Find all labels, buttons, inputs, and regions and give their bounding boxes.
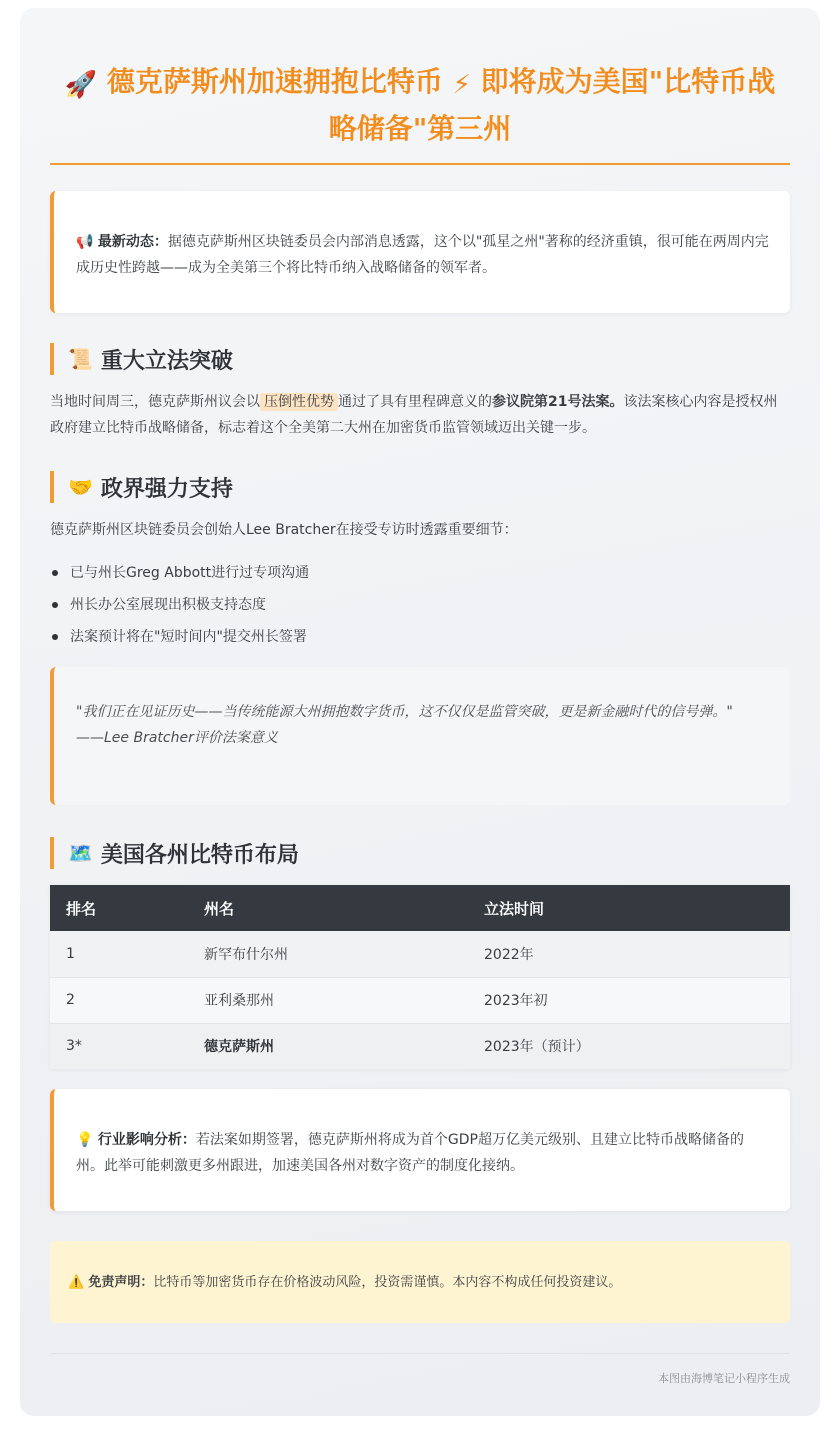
rocket-icon: 🚀 — [64, 70, 98, 100]
table-row — [50, 1023, 790, 1069]
section-heading-support — [50, 471, 790, 503]
scroll-icon: 📜 — [68, 347, 93, 371]
lightning-icon: ⚡ — [452, 70, 471, 100]
footer-text: 本图由海博笔记小程序生成 — [658, 1372, 790, 1385]
section-heading-legislation — [50, 343, 790, 375]
rank-cell: 1 — [50, 931, 188, 977]
article-card — [20, 8, 820, 1416]
impact-text: 若法案如期签署，德克萨斯州将成为首个GDP超万亿美元级别、且建立比特币战略储备的州。此举可能刺激更多州跟进，加速美国各州对数字资产的制度化接纳。 — [76, 1132, 744, 1174]
quote-block — [50, 667, 790, 805]
news-label: 最新动态： — [97, 234, 168, 250]
states-heading: 美国各州比特币布局 — [100, 842, 299, 868]
state-cell: 德克萨斯州 — [188, 1023, 468, 1069]
support-heading: 政界强力支持 — [100, 476, 233, 502]
disclaimer-text: 比特币等加密货币存在价格波动风险，投资需谨慎。本内容不构成任何投资建议。 — [153, 1275, 622, 1290]
highlight-text: 压倒性优势 — [260, 393, 338, 411]
state-cell: 亚利桑那州 — [188, 977, 468, 1023]
legislation-paragraph — [50, 389, 790, 441]
list-item: 州长办公室展现出积极支持态度 — [50, 589, 790, 621]
handshake-icon: 🤝 — [68, 475, 93, 499]
title-part-2: 即将成为美国"比特币战略储备"第三州 — [328, 65, 776, 145]
warning-icon: ⚠️ — [68, 1275, 85, 1290]
page-title — [50, 60, 790, 165]
lightbulb-icon: 💡 — [76, 1132, 94, 1148]
legislation-text-middle: 通过了具有里程碑意义的 — [338, 394, 492, 410]
table-row — [50, 931, 790, 977]
news-text: 据德克萨斯州区块链委员会内部消息透露，这个以"孤星之州"著称的经济重镇，很可能在两周内完成历史性跨越——成为全美第三个将比特币纳入战略储备的领军者。 — [76, 234, 769, 276]
megaphone-icon: 📢 — [76, 234, 94, 250]
disclaimer-label: 免责声明： — [88, 1275, 154, 1290]
footer — [50, 1353, 790, 1386]
date-cell: 2023年（预计） — [468, 1023, 790, 1069]
state-cell: 新罕布什尔州 — [188, 931, 468, 977]
section-heading-states — [50, 837, 790, 869]
disclaimer-box — [50, 1241, 790, 1323]
column-header-state: 州名 — [188, 885, 468, 931]
impact-callout — [50, 1089, 790, 1211]
legislation-text-after: 该法案核心内容是授权州政府建立比特币战略储备，标志着这个全美第二大州在加密货币监管领域迈出关键一步。 — [50, 394, 778, 436]
title-part-1: 德克萨斯州加速拥抱比特币 — [106, 65, 443, 98]
list-item: 法案预计将在"短时间内"提交州长签署 — [50, 621, 790, 653]
table-row — [50, 977, 790, 1023]
legislation-text-before: 当地时间周三，德克萨斯州议会以 — [50, 394, 260, 410]
bill-name: 参议院第21号法案。 — [492, 394, 624, 410]
impact-label: 行业影响分析： — [97, 1132, 196, 1148]
column-header-rank: 排名 — [50, 885, 188, 931]
states-table — [50, 885, 790, 1069]
rank-cell: 3* — [50, 1023, 188, 1069]
date-cell: 2023年初 — [468, 977, 790, 1023]
map-icon: 🗺️ — [68, 841, 93, 865]
table-header-row — [50, 885, 790, 931]
date-cell: 2022年 — [468, 931, 790, 977]
rank-cell: 2 — [50, 977, 188, 1023]
quote-text: "我们正在见证历史——当传统能源大州拥抱数字货币，这不仅仅是监管突破，更是新金融时代的信号弹。" — [76, 704, 733, 720]
quote-attribution: ——Lee Bratcher评价法案意义 — [76, 730, 278, 746]
support-list — [50, 557, 790, 653]
support-intro: 德克萨斯州区块链委员会创始人Lee Bratcher在接受专访时透露重要细节： — [50, 522, 518, 538]
list-item: 已与州长Greg Abbott进行过专项沟通 — [50, 557, 790, 589]
column-header-date: 立法时间 — [468, 885, 790, 931]
news-callout — [50, 191, 790, 313]
legislation-heading: 重大立法突破 — [100, 348, 233, 374]
